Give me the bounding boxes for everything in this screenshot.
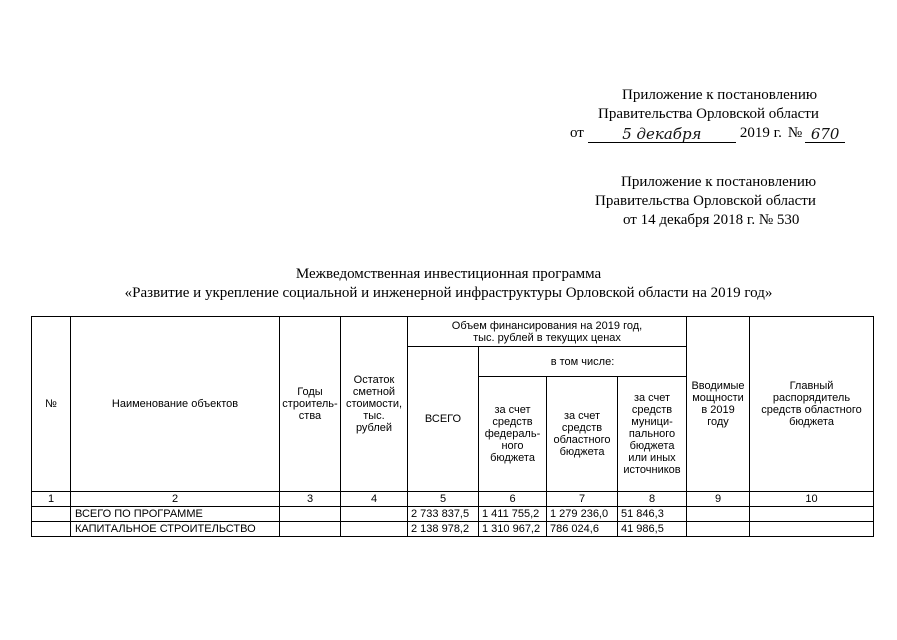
row-regional-cell: 1 279 236,0 xyxy=(547,507,618,522)
column-number: 10 xyxy=(750,492,874,507)
handwritten-number: 670 xyxy=(805,126,845,143)
header-including: в том числе: xyxy=(479,347,687,377)
number-sign: № xyxy=(787,125,803,141)
appendix-new-line3 xyxy=(570,124,860,143)
row-capacity-cell xyxy=(687,507,750,522)
header-years: Годы строитель- ства xyxy=(280,317,341,492)
header-name: Наименование объектов xyxy=(71,317,280,492)
appendix-new-line2: Правительства Орловской области xyxy=(598,106,819,122)
year-label: 2019 г. xyxy=(739,125,782,141)
title-line1: Межведомственная инвестиционная программа xyxy=(295,266,602,282)
column-number: 8 xyxy=(618,492,687,507)
row-years-cell xyxy=(280,507,341,522)
handwritten-date: 5 декабря xyxy=(588,126,736,143)
column-number: 2 xyxy=(71,492,280,507)
column-number: 9 xyxy=(687,492,750,507)
investment-table xyxy=(31,316,874,537)
row-remaining-cell xyxy=(341,507,408,522)
row-municipal-cell: 41 986,5 xyxy=(618,522,687,537)
header-funding: Объем финансирования на 2019 год, тыс. рублей в текущих ценах xyxy=(408,317,687,347)
header-municipal: за счет средств муници- пального бюджета или иных источников xyxy=(618,377,687,492)
appendix-old-line1: Приложение к постановлению xyxy=(621,174,817,190)
header-total: ВСЕГО xyxy=(408,347,479,492)
title-line2: «Развитие и укрепление социальной и инженерной инфраструктуры Орловской области на 2019 год» xyxy=(124,285,773,301)
table-row xyxy=(32,507,874,522)
appendix-old-line2: Правительства Орловской области xyxy=(595,193,816,209)
column-number: 7 xyxy=(547,492,618,507)
header-regional: за счет средств областного бюджета xyxy=(547,377,618,492)
appendix-new-line1: Приложение к постановлению xyxy=(622,87,818,103)
header-federal: за счет средств федераль- ного бюджета xyxy=(479,377,547,492)
column-number: 6 xyxy=(479,492,547,507)
row-remaining-cell xyxy=(341,522,408,537)
header-manager: Главный распорядитель средств областного бюджета xyxy=(750,317,874,492)
row-federal-cell: 1 310 967,2 xyxy=(479,522,547,537)
document-title xyxy=(0,265,897,303)
column-number: 5 xyxy=(408,492,479,507)
row-name-cell: КАПИТАЛЬНОЕ СТРОИТЕЛЬСТВО xyxy=(71,522,280,537)
row-num-cell xyxy=(32,522,71,537)
row-capacity-cell xyxy=(687,522,750,537)
from-label: от xyxy=(570,125,584,141)
column-number: 1 xyxy=(32,492,71,507)
row-total-cell: 2 733 837,5 xyxy=(408,507,479,522)
header-num: № xyxy=(32,317,71,492)
column-number: 4 xyxy=(341,492,408,507)
row-manager-cell xyxy=(750,522,874,537)
appendix-new-block xyxy=(570,86,860,143)
appendix-old-line3: от 14 декабря 2018 г. № 530 xyxy=(623,212,800,228)
row-federal-cell: 1 411 755,2 xyxy=(479,507,547,522)
row-total-cell: 2 138 978,2 xyxy=(408,522,479,537)
row-municipal-cell: 51 846,3 xyxy=(618,507,687,522)
row-regional-cell: 786 024,6 xyxy=(547,522,618,537)
row-years-cell xyxy=(280,522,341,537)
header-remaining: Остаток сметной стоимости, тыс. рублей xyxy=(341,317,408,492)
appendix-old-block xyxy=(595,173,885,230)
row-name-cell: ВСЕГО ПО ПРОГРАММЕ xyxy=(71,507,280,522)
row-manager-cell xyxy=(750,507,874,522)
column-number: 3 xyxy=(280,492,341,507)
row-num-cell xyxy=(32,507,71,522)
header-capacity: Вводимые мощности в 2019 году xyxy=(687,317,750,492)
table-row xyxy=(32,522,874,537)
